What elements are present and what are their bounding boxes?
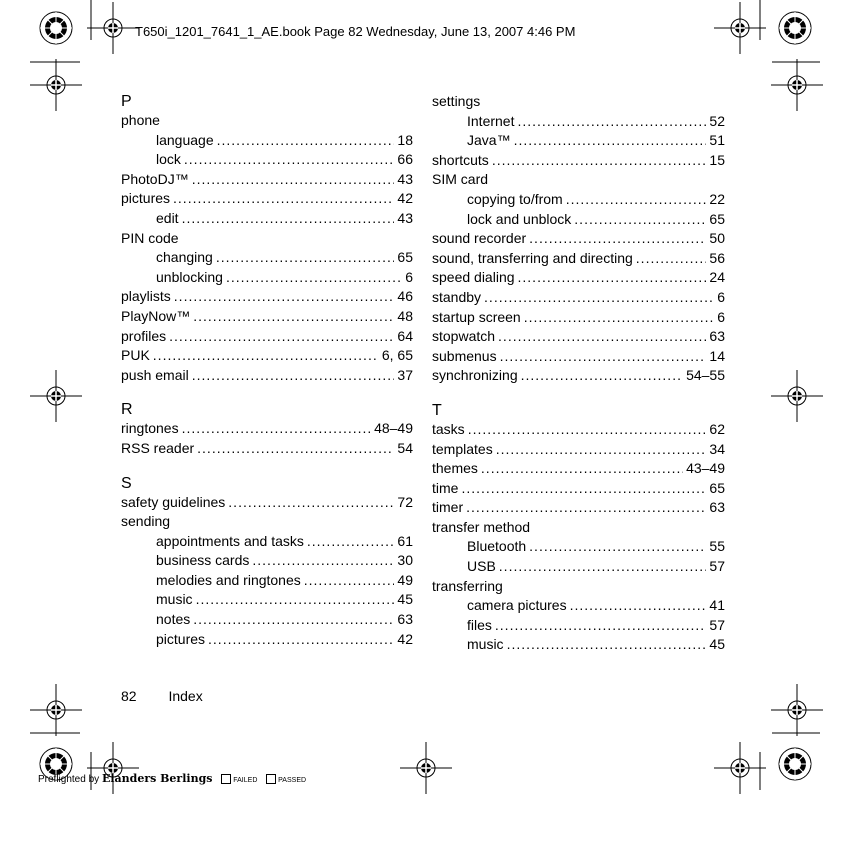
dot-leader [507,635,707,655]
dot-leader [173,189,394,209]
dot-leader [495,616,707,636]
index-page-reference: 65 [709,210,725,227]
index-entry-label: lock [156,151,181,168]
dot-leader [500,347,707,367]
index-entry-heading: sending [121,513,171,530]
index-entry [121,493,413,513]
index-entry-label: standby [432,288,482,305]
index-entry [432,288,725,308]
index-page-reference: 42 [397,190,413,207]
index-entry-label: themes [432,460,478,477]
index-entry [432,268,725,288]
index-page-reference: 63 [397,611,413,628]
index-subentry [432,557,725,577]
index-entry-label: business cards [156,552,250,569]
index-subentry [121,630,413,650]
dot-leader [304,571,395,591]
dot-leader [499,557,707,577]
preflight-prefix: Preflighted by [38,774,100,785]
dot-leader [492,151,707,171]
index-entry-label: synchronizing [432,367,518,384]
index-page-reference: 41 [709,597,725,614]
dot-leader [169,327,394,347]
passed-checkbox-icon [266,774,276,784]
index-entry-label: tasks [432,420,465,437]
preflight-brand: Elanders Berlings [101,772,213,785]
index-entry-label: language [156,131,214,148]
crosshair-mark-left-upper [30,59,82,111]
index-entry-label: PhotoDJ™ [121,170,189,187]
index-page-reference: 18 [397,131,413,148]
index-page-reference: 61 [397,532,413,549]
dot-leader [217,131,395,151]
index-entry-label: changing [156,249,213,266]
sunburst-mark-top-left [40,12,72,44]
index-entry [121,439,413,459]
index-column-left [121,92,413,649]
index-page-reference: 62 [709,420,725,437]
dot-leader [517,112,706,132]
index-entry [432,347,725,367]
index-entry-heading: transfer method [432,518,531,535]
index-entry-label: PlayNow™ [121,307,191,324]
dot-leader [521,366,683,386]
index-entry [432,249,725,269]
index-subentry [432,112,725,132]
index-page-reference: 48 [397,307,413,324]
index-entry [121,170,413,190]
dot-leader [529,537,706,557]
index-entry [121,327,413,347]
index-entry-label: unblocking [156,268,223,285]
index-page-reference: 64 [397,327,413,344]
crosshair-mark-right-lower [771,684,823,736]
index-entry-label: playlists [121,288,171,305]
dot-leader [481,459,683,479]
index-entry-label: edit [156,209,179,226]
dot-leader [518,268,707,288]
index-subentry [121,551,413,571]
index-entry [121,307,413,327]
index-entry [432,366,725,386]
dot-leader [498,327,706,347]
index-page-reference: 42 [397,630,413,647]
index-subentry [121,150,413,170]
dot-leader [182,419,371,439]
index-page-reference: 46 [397,288,413,305]
dot-leader [196,590,395,610]
index-subentry [121,610,413,630]
index-entry-heading: phone [121,112,160,128]
section-name: Index [168,688,203,704]
index-page-reference: 6 [717,308,725,325]
index-page-reference: 63 [709,328,725,345]
index-page-reference: 57 [709,558,725,575]
dot-leader [514,131,707,151]
index-entry-label: safety guidelines [121,493,226,510]
dot-leader [208,630,394,650]
index-entry-label: music [467,636,504,653]
index-page-reference: 37 [397,366,413,383]
book-header: T650i_1201_7641_1_AE.book Page 82 Wednesday, June 13, 2007 4:46 PM [135,24,576,39]
failed-checkbox-icon [221,774,231,784]
index-entry-label: Java™ [467,132,511,149]
dot-leader [197,439,394,459]
index-page-reference: 6 [717,288,725,305]
index-page-reference: 57 [709,616,725,633]
index-subentry [432,596,725,616]
index-page-reference: 63 [709,499,725,516]
index-subentry [432,131,725,151]
dot-leader [636,249,707,269]
index-entry-label: notes [156,611,191,628]
index-page-reference: 6 [405,268,413,285]
dot-leader [468,420,707,440]
sunburst-mark-bottom-right [779,748,811,780]
index-entry-label: USB [467,558,496,575]
dot-leader [193,610,394,630]
index-entry-label: push email [121,366,189,383]
index-entry-label: Bluetooth [467,538,527,555]
index-entry-label: PUK [121,347,150,364]
index-subentry [432,537,725,557]
index-entry-label: startup screen [432,308,521,325]
dot-leader [307,532,395,552]
dot-leader [226,268,402,288]
crosshair-mark-left-lower [30,684,82,736]
index-entry-label: pictures [156,630,206,647]
index-entry [432,327,725,347]
index-entry-label: music [156,591,193,608]
index-entry-label: Internet [467,112,515,129]
index-page-reference: 54–55 [686,367,725,384]
dot-leader [566,190,707,210]
index-page-reference: 49 [397,571,413,588]
crosshair-mark-top-left [87,2,139,54]
index-page-reference: 54 [397,439,413,456]
index-entry [121,366,413,386]
page-number: 82 [121,688,137,704]
index-entry-label: pictures [121,190,171,207]
dot-leader [466,498,706,518]
index-entry-label: RSS reader [121,439,195,456]
index-page-reference: 72 [397,493,413,510]
index-entry [432,479,725,499]
index-entry-label: files [467,616,492,633]
index-subentry [121,268,413,288]
index-entry-label: lock and unblock [467,210,572,227]
index-subentry [121,248,413,268]
preflight-stamp [38,772,306,785]
index-entry-heading: settings [432,93,481,109]
index-subentry [432,210,725,230]
index-page-reference: 56 [709,249,725,266]
page-footer [121,688,203,704]
index-entry [432,229,725,249]
index-page-reference: 15 [709,151,725,168]
index-subentry [121,571,413,591]
sunburst-mark-top-right [779,12,811,44]
index-entry [432,151,725,171]
index-entry-label: camera pictures [467,597,567,614]
index-subentry [121,590,413,610]
index-page-reference: 65 [709,479,725,496]
index-entry [121,419,413,439]
index-page-reference: 43–49 [686,460,725,477]
dot-leader [524,308,714,328]
index-page-reference: 43 [397,209,413,226]
index-entry-label: sound, transferring and directing [432,249,633,266]
index-entry [121,287,413,307]
index-page-reference: 6, 65 [381,347,413,364]
index-page-reference: 45 [397,591,413,608]
index-entry [432,308,725,328]
dot-leader [529,229,706,249]
index-entry [432,420,725,440]
index-page-reference: 50 [709,230,725,247]
index-page-reference: 65 [397,249,413,266]
dot-leader [570,596,707,616]
crosshair-mark-right-upper [771,59,823,111]
preflight-failed-label: FAILED [233,777,258,784]
crosshair-mark-top-right [714,2,766,54]
index-page-reference: 45 [709,636,725,653]
index-page-reference: 34 [709,440,725,457]
crosshair-mark-bottom-right [714,742,766,794]
index-entry [432,440,725,460]
index-page-reference: 22 [709,190,725,207]
index-entry-heading: PIN code [121,229,179,246]
index-page-reference: 52 [709,112,725,129]
index-letter-heading: P [121,93,132,110]
index-page-reference: 14 [709,347,725,364]
index-entry-label: appointments and tasks [156,532,304,549]
index-entry-heading: SIM card [432,171,489,188]
dot-leader [184,150,395,170]
index-subentry [121,209,413,229]
index-entry-label: speed dialing [432,269,515,286]
dot-leader [174,287,395,307]
dot-leader [574,210,706,230]
index-entry-label: timer [432,499,464,516]
index-subentry [121,532,413,552]
index-entry-label: copying to/from [467,190,563,207]
index-letter-heading: R [121,401,133,419]
dot-leader [192,366,395,386]
index-subentry [432,635,725,655]
index-entry-label: sound recorder [432,230,527,247]
index-entry [121,346,413,366]
index-letter-heading: T [432,401,442,419]
dot-leader [153,346,379,366]
index-letter-heading: S [121,474,132,492]
crosshair-mark-bottom-center [400,742,452,794]
index-page-reference: 48–49 [374,420,413,437]
index-subentry [121,131,413,151]
index-page-reference: 66 [397,151,413,168]
index-entry [432,498,725,518]
index-page-reference: 30 [397,552,413,569]
index-subentry [432,616,725,636]
dot-leader [216,248,395,268]
crosshair-mark-right-middle [771,370,823,422]
preflight-passed-label: PASSED [278,777,307,784]
index-entry-label: submenus [432,347,497,364]
index-entry-label: stopwatch [432,328,496,345]
index-entry [121,189,413,209]
index-entry-label: shortcuts [432,151,489,168]
index-entry-label: melodies and ringtones [156,571,301,588]
index-entry-label: profiles [121,327,167,344]
dot-leader [496,440,707,460]
index-entry-label: time [432,479,459,496]
dot-leader [193,307,394,327]
dot-leader [461,479,706,499]
index-entry-heading: transferring [432,577,503,594]
index-page-reference: 55 [709,538,725,555]
index-entry [432,459,725,479]
dot-leader [252,551,394,571]
index-page-reference: 43 [397,170,413,187]
index-entry-label: ringtones [121,420,179,437]
dot-leader [192,170,395,190]
dot-leader [228,493,394,513]
dot-leader [182,209,395,229]
index-column-right [432,92,725,655]
index-page-reference: 24 [709,269,725,286]
index-entry-label: templates [432,440,493,457]
dot-leader [484,288,714,308]
index-subentry [432,190,725,210]
index-page-reference: 51 [709,132,725,149]
crosshair-mark-left-middle [30,370,82,422]
crosshair-mark-bottom-left [87,742,139,794]
